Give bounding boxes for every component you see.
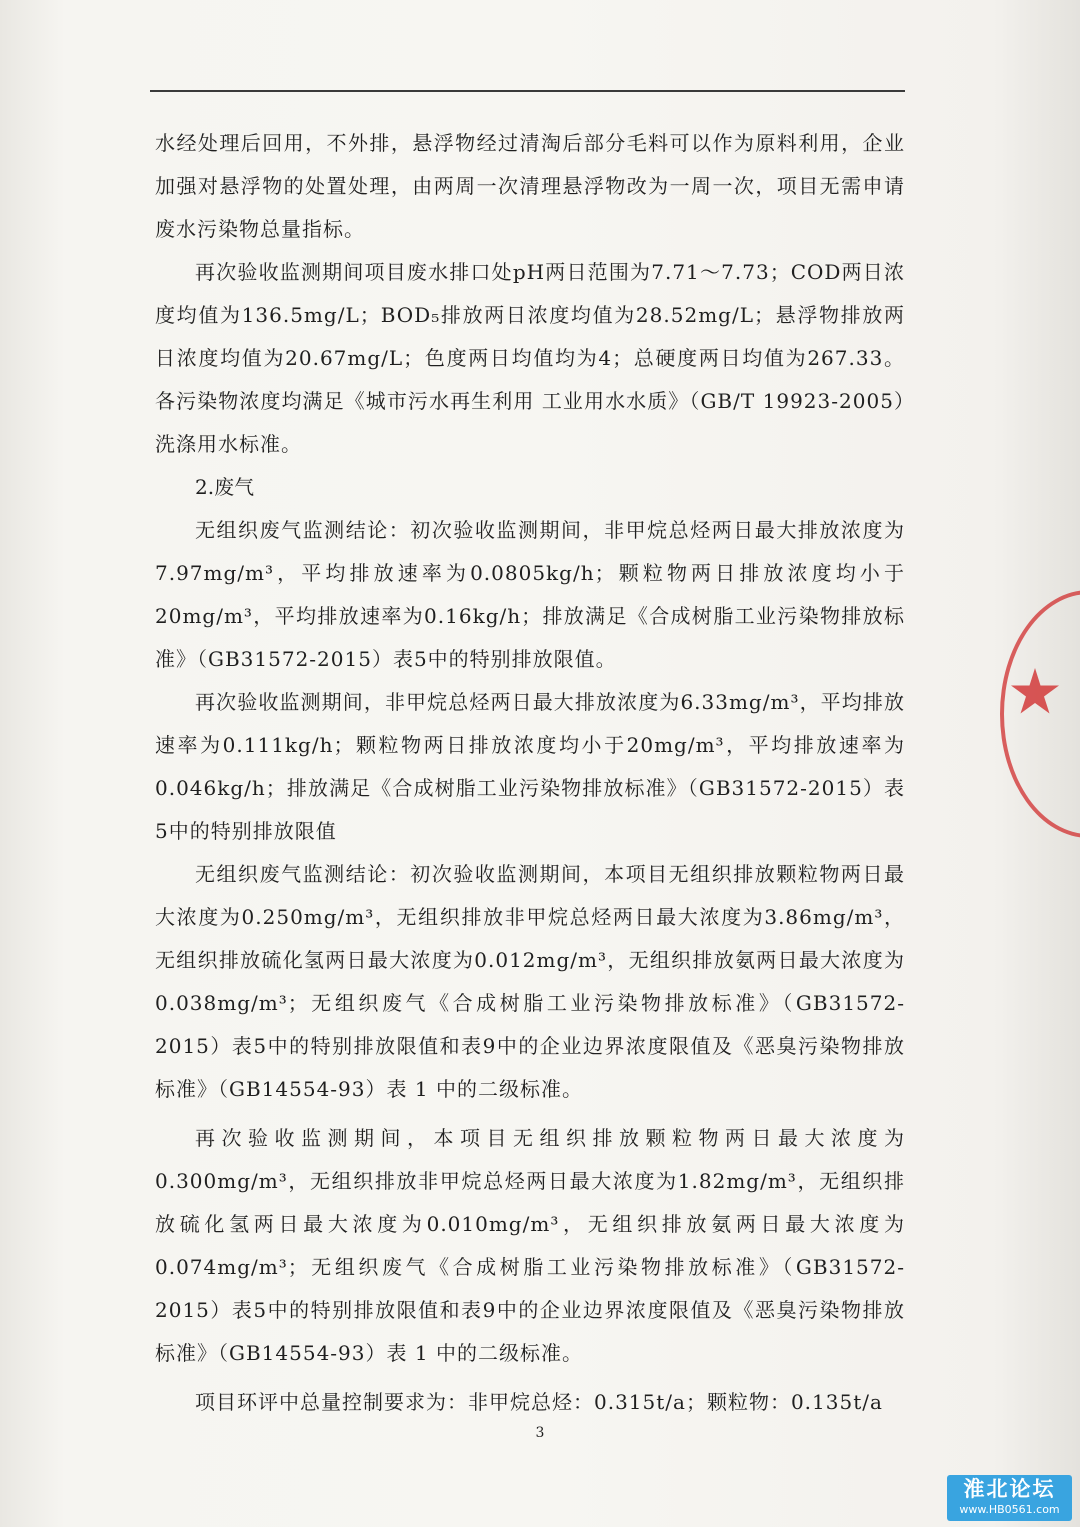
forum-watermark-logo <box>947 1475 1072 1521</box>
watermark-title: 淮北论坛 <box>963 1477 1056 1501</box>
paragraph-wastewater-monitoring: 再次验收监测期间项目废水排口处pH两日范围为7.71～7.73；COD两日浓度均值为136.5mg/L；BOD₅排放两日浓度均值为28.52mg/L；悬浮物排放两日浓度均值为20.67mg/L；色度两日均值均为4；总硬度两日均值为267.33。各污染物浓度均满足《城市污水再生利用 工业用水水质》（GB/T 19923-2005）洗涤用水标准。 <box>155 260 905 456</box>
paragraph-organized-gas-initial: 无组织废气监测结论：初次验收监测期间，非甲烷总烃两日最大排放浓度为7.97mg/m³，平均排放速率为0.0805kg/h；颗粒物两日排放浓度均小于20mg/m³，平均排放速率为0.16kg/h；排放满足《合成树脂工业污染物排放标准》（GB31572-2015）表5中的特别排放限值。 <box>155 518 905 671</box>
section-heading-waste-gas: 2.废气 <box>195 475 255 499</box>
paragraph-organized-gas-second: 再次验收监测期间，非甲烷总烃两日最大排放浓度为6.33mg/m³，平均排放速率为0.111kg/h；颗粒物两日排放浓度均小于20mg/m³，平均排放速率为0.046kg/h；排放满足《合成树脂工业污染物排放标准》（GB31572-2015）表5中的特别排放限值 <box>155 690 905 843</box>
paragraph-fugitive-gas-initial: 无组织废气监测结论：初次验收监测期间，本项目无组织排放颗粒物两日最大浓度为0.250mg/m³，无组织排放非甲烷总烃两日最大浓度为3.86mg/m³，无组织排放硫化氢两日最大浓度为0.012mg/m³，无组织排放氨两日最大浓度为0.038mg/m³；无组织废气《合成树脂工业污染物排放标准》（GB31572-2015）表5中的特别排放限值和表9中的企业边界浓度限值及《恶臭污染物排放标准》（GB14554-93）表 1 中的二级标准。 <box>155 862 905 1101</box>
page-number: 3 <box>535 1425 545 1441</box>
paragraph-fugitive-gas-second: 再次验收监测期间，本项目无组织排放颗粒物两日最大浓度为0.300mg/m³，无组织排放非甲烷总烃两日最大浓度为1.82mg/m³，无组织排放硫化氢两日最大浓度为0.010mg/m³，无组织排放氨两日最大浓度为0.074mg/m³；无组织废气《合成树脂工业污染物排放标准》（GB31572-2015）表5中的特别排放限值和表9中的企业边界浓度限值及《恶臭污染物排放标准》（GB14554-93）表 1 中的二级标准。 <box>155 1126 905 1365</box>
document-body <box>155 122 905 1424</box>
paragraph-total-control: 项目环评中总量控制要求为：非甲烷总烃：0.315t/a；颗粒物：0.135t/a <box>195 1390 883 1414</box>
red-seal-stamp <box>1000 590 1080 838</box>
paragraph-wastewater-reuse: 水经处理后回用，不外排，悬浮物经过清淘后部分毛料可以作为原料利用，企业加强对悬浮物的处置处理，由两周一次清理悬浮物改为一周一次，项目无需申请废水污染物总量指标。 <box>155 131 905 241</box>
watermark-url: www.HB0561.com <box>959 1503 1060 1516</box>
header-rule <box>150 90 905 92</box>
